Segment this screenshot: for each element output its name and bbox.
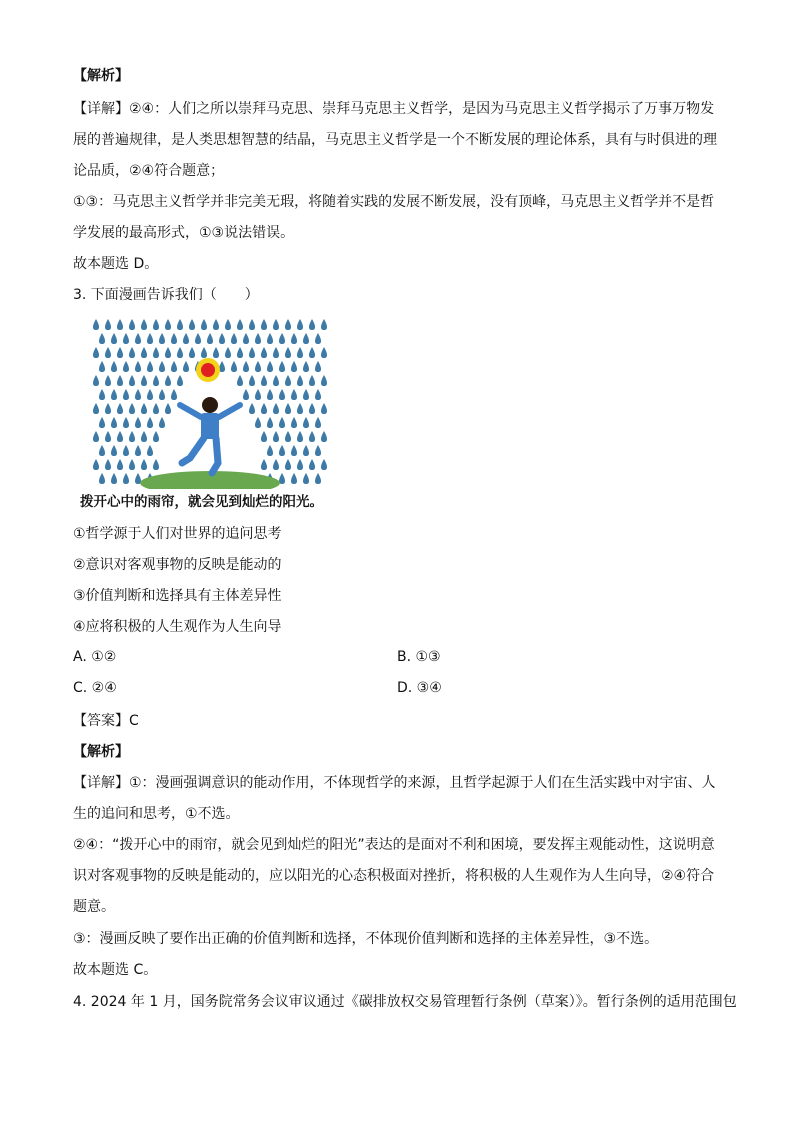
raindrop (159, 389, 165, 400)
statement-item: ④应将积极的人生观作为人生向导 (73, 619, 282, 635)
raindrop (297, 459, 303, 470)
raindrop (93, 459, 99, 470)
raindrop (135, 417, 141, 428)
conclusion-line: 故本题选 C。 (73, 962, 158, 978)
raindrop (141, 459, 147, 470)
analysis-heading: 【解析】 (73, 744, 129, 760)
raindrop (177, 319, 183, 330)
raindrop (213, 347, 219, 358)
raindrop (99, 361, 105, 372)
raindrop (273, 375, 279, 386)
rain-curtain-cartoon (90, 313, 330, 489)
raindrop (321, 431, 327, 442)
raindrop (285, 375, 291, 386)
raindrop (273, 403, 279, 414)
raindrop (273, 347, 279, 358)
raindrop (321, 459, 327, 470)
raindrop (153, 403, 159, 414)
raindrop (267, 333, 273, 344)
raindrop (99, 333, 105, 344)
raindrop (285, 403, 291, 414)
raindrop (321, 347, 327, 358)
raindrop (279, 417, 285, 428)
raindrop (297, 347, 303, 358)
raindrop (267, 445, 273, 456)
raindrop (303, 389, 309, 400)
raindrop (309, 403, 315, 414)
raindrop (321, 319, 327, 330)
raindrop (129, 431, 135, 442)
raindrop (249, 319, 255, 330)
statement-item: ①哲学源于人们对世界的追问思考 (73, 526, 282, 542)
raindrop (117, 347, 123, 358)
raindrop (243, 333, 249, 344)
person-figure (180, 397, 240, 473)
raindrop (123, 473, 129, 484)
raindrop (141, 375, 147, 386)
raindrop (111, 445, 117, 456)
raindrop (93, 375, 99, 386)
answer-line: 【答案】C (73, 713, 139, 729)
raindrop (315, 417, 321, 428)
raindrop (105, 347, 111, 358)
raindrop (309, 347, 315, 358)
raindrop (303, 333, 309, 344)
raindrop (321, 375, 327, 386)
raindrop (297, 375, 303, 386)
raindrop (273, 431, 279, 442)
raindrop (249, 403, 255, 414)
cartoon-caption: 拨开心中的雨帘，就会见到灿烂的阳光。 (80, 494, 323, 510)
raindrop (261, 375, 267, 386)
raindrop (111, 389, 117, 400)
raindrop (129, 375, 135, 386)
raindrop (105, 375, 111, 386)
raindrop (225, 319, 231, 330)
raindrop (315, 389, 321, 400)
raindrop (267, 361, 273, 372)
detail-line: 论品质，②④符合题意； (73, 163, 225, 179)
raindrop (93, 319, 99, 330)
raindrop (309, 431, 315, 442)
raindrop (99, 417, 105, 428)
raindrop (309, 319, 315, 330)
option-c: C. ②④ (73, 680, 117, 696)
raindrop (207, 333, 213, 344)
detail-line: 生的追问和思考，①不选。 (73, 806, 240, 822)
raindrop (171, 389, 177, 400)
raindrop (285, 319, 291, 330)
detail-line: 【详解】①：漫画强调意识的能动作用，不体现哲学的来源，且哲学起源于人们在生活实践中对宇宙、人 (73, 775, 716, 791)
conclusion-line: 故本题选 D。 (73, 256, 159, 272)
raindrop (153, 459, 159, 470)
raindrop (213, 319, 219, 330)
raindrop (303, 361, 309, 372)
raindrop (291, 473, 297, 484)
question-stem: 3. 下面漫画告诉我们（ ） (73, 287, 259, 303)
raindrop (291, 417, 297, 428)
raindrop (189, 319, 195, 330)
raindrop (165, 403, 171, 414)
raindrop (105, 459, 111, 470)
raindrop (129, 347, 135, 358)
option-d: D. ③④ (397, 680, 442, 696)
raindrop (321, 403, 327, 414)
detail-line: 展的普遍规律，是人类思想智慧的结晶，马克思主义哲学是一个不断发展的理论体系，具有与时俱进的理 (73, 132, 717, 148)
sun-icon (196, 358, 220, 382)
raindrop (255, 333, 261, 344)
raindrop (261, 431, 267, 442)
raindrop (243, 361, 249, 372)
raindrop (201, 347, 207, 358)
raindrop (279, 445, 285, 456)
raindrop (279, 389, 285, 400)
raindrop (123, 417, 129, 428)
raindrop (99, 473, 105, 484)
raindrop (189, 347, 195, 358)
raindrop (105, 319, 111, 330)
question-stem: 4. 2024 年 1 月，国务院常务会议审议通过《碳排放权交易管理暂行条例（草案）》。暂行条例的适用范围包 (73, 994, 737, 1010)
raindrop (237, 319, 243, 330)
raindrop (273, 319, 279, 330)
raindrop (159, 333, 165, 344)
raindrop (153, 431, 159, 442)
raindrop (297, 431, 303, 442)
raindrop (111, 333, 117, 344)
raindrop (291, 333, 297, 344)
raindrop (315, 333, 321, 344)
raindrop (279, 333, 285, 344)
explanation-line: 学发展的最高形式，①③说法错误。 (73, 225, 295, 241)
raindrop (99, 389, 105, 400)
explanation-line: ③：漫画反映了要作出正确的价值判断和选择，不体现价值判断和选择的主体差异性，③不选。 (73, 931, 659, 947)
raindrop (285, 431, 291, 442)
raindrop (105, 431, 111, 442)
raindrop (237, 347, 243, 358)
raindrop (291, 445, 297, 456)
raindrop (255, 389, 261, 400)
raindrop (171, 361, 177, 372)
raindrop (165, 375, 171, 386)
raindrop (225, 347, 231, 358)
raindrop (237, 375, 243, 386)
raindrop (261, 403, 267, 414)
option-a: A. ①② (73, 649, 117, 665)
raindrop (195, 333, 201, 344)
raindrop (111, 417, 117, 428)
raindrop (261, 459, 267, 470)
raindrop (297, 403, 303, 414)
raindrop (201, 319, 207, 330)
raindrop (159, 361, 165, 372)
raindrop (303, 417, 309, 428)
raindrop (99, 445, 105, 456)
raindrop (183, 333, 189, 344)
raindrop (153, 347, 159, 358)
raindrop (165, 319, 171, 330)
raindrop (123, 333, 129, 344)
option-b: B. ①③ (397, 649, 441, 665)
raindrop (111, 473, 117, 484)
raindrop (267, 389, 273, 400)
raindrop (273, 459, 279, 470)
raindrop (129, 319, 135, 330)
raindrop (243, 389, 249, 400)
raindrop (249, 375, 255, 386)
raindrop (159, 417, 165, 428)
raindrop (309, 375, 315, 386)
raindrop (177, 375, 183, 386)
raindrop (261, 319, 267, 330)
raindrop (147, 417, 153, 428)
raindrop (123, 361, 129, 372)
raindrop (249, 347, 255, 358)
raindrop (147, 333, 153, 344)
raindrop (231, 361, 237, 372)
raindrop (153, 319, 159, 330)
statement-item: ②意识对客观事物的反映是能动的 (73, 557, 282, 573)
raindrop (231, 333, 237, 344)
raindrop (303, 473, 309, 484)
raindrop (117, 459, 123, 470)
raindrop (129, 459, 135, 470)
statement-item: ③价值判断和选择具有主体差异性 (73, 588, 282, 604)
raindrop (117, 403, 123, 414)
raindrop (285, 459, 291, 470)
raindrop (123, 445, 129, 456)
raindrop (297, 319, 303, 330)
raindrop (117, 431, 123, 442)
raindrop (267, 417, 273, 428)
raindrop (141, 347, 147, 358)
explanation-line: ①③：马克思主义哲学并非完美无瑕，将随着实践的发展不断发展，没有顶峰，马克思主义哲学并不是哲 (73, 194, 715, 210)
raindrop (147, 445, 153, 456)
raindrop (117, 375, 123, 386)
explanation-line: 题意。 (73, 899, 115, 915)
raindrop (135, 333, 141, 344)
raindrop (279, 361, 285, 372)
raindrop (165, 347, 171, 358)
raindrop (141, 431, 147, 442)
raindrop (291, 361, 297, 372)
raindrop (111, 361, 117, 372)
detail-line: 【详解】②④：人们之所以崇拜马克思、崇拜马克思主义哲学，是因为马克思主义哲学揭示了万事万物发 (73, 101, 715, 117)
raindrop (255, 417, 261, 428)
raindrop (141, 319, 147, 330)
raindrop (315, 473, 321, 484)
explanation-line: ②④：“拨开心中的雨帘，就会见到灿烂的阳光”表达的是面对不利和困境，要发挥主观能动性，这说明意 (73, 837, 715, 853)
raindrop (153, 375, 159, 386)
raindrop (219, 333, 225, 344)
raindrop (291, 389, 297, 400)
raindrop (171, 333, 177, 344)
raindrop (183, 361, 189, 372)
raindrop (117, 319, 123, 330)
raindrop (93, 403, 99, 414)
raindrop (147, 389, 153, 400)
raindrop (141, 403, 147, 414)
raindrop (129, 403, 135, 414)
raindrop (255, 361, 261, 372)
raindrop (303, 445, 309, 456)
raindrop (177, 347, 183, 358)
raindrop (93, 431, 99, 442)
raindrop (315, 361, 321, 372)
raindrop (123, 389, 129, 400)
raindrop (105, 403, 111, 414)
explanation-line: 识对客观事物的反映是能动的，应以阳光的心态积极面对挫折，将积极的人生观作为人生向导，②④符合 (73, 868, 715, 884)
raindrop (309, 459, 315, 470)
raindrop (135, 473, 141, 484)
raindrop (279, 473, 285, 484)
raindrop (147, 361, 153, 372)
raindrop (285, 347, 291, 358)
raindrop (261, 347, 267, 358)
raindrop (135, 389, 141, 400)
raindrop (93, 347, 99, 358)
analysis-heading: 【解析】 (73, 68, 129, 84)
raindrop (135, 445, 141, 456)
raindrop (315, 445, 321, 456)
raindrop (135, 361, 141, 372)
